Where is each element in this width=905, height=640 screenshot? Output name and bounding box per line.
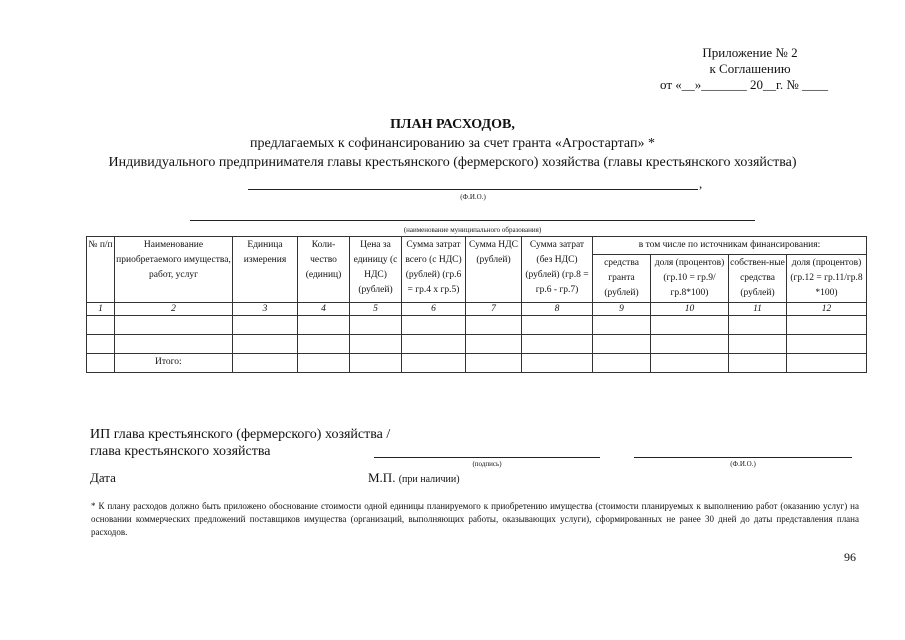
header-cell-funding-sources: в том числе по источникам финансирования:	[593, 237, 867, 255]
signature-fio-caption: (Ф.И.О.)	[730, 460, 756, 468]
column-number: 5	[350, 303, 402, 316]
expense-plan-table	[86, 236, 867, 373]
column-number: 3	[233, 303, 298, 316]
total-label: Итого:	[115, 354, 233, 373]
column-number: 10	[651, 303, 729, 316]
table-header-row	[87, 237, 867, 255]
stamp-note: (при наличии)	[398, 474, 460, 485]
signature-caption: (подпись)	[472, 460, 502, 468]
table-row	[87, 316, 867, 335]
appendix-line-3: от «__»_______ 20__г. № ____	[660, 77, 829, 92]
header-cell-name: Наименование приобретаемого имущества, работ, услуг	[115, 237, 233, 303]
fio-caption: (Ф.И.О.)	[460, 193, 486, 201]
header-cell-grant-funds: средства гранта (рублей)	[593, 255, 651, 303]
header-cell-grant-share: доля (процентов) (гр.10 = гр.9/гр.8*100)	[651, 255, 729, 303]
fio-comma: ,	[699, 176, 703, 191]
column-number: 11	[729, 303, 787, 316]
appendix-line-2: к Соглашению	[709, 61, 791, 76]
municipality-blank-line	[190, 220, 755, 221]
document-subtitle-entity: Индивидуального предпринимателя главы крестьянского (фермерского) хозяйства (главы крестьянского хозяйства)	[108, 155, 797, 170]
document-subtitle: предлагаемых к софинансированию за счет гранта «Агростартап» *	[250, 136, 655, 151]
signature-blank-line	[374, 457, 600, 458]
footnote: * К плану расходов должно быть приложено обоснование стоимости одной единицы планируемого к приобретению имущества (стоимости планируемых к выполнению работ (оказанию услуг) на основании коммерческих предложений поставщиков имущества (организаций, выполняющих работы, оказывающих услуги), сформированных не ранее 30 дней до даты представления плана расходов.	[91, 501, 859, 537]
column-number: 6	[402, 303, 466, 316]
column-number: 7	[466, 303, 522, 316]
stamp-label: М.П.	[368, 470, 396, 485]
column-number: 9	[593, 303, 651, 316]
signatory-line-2: глава крестьянского хозяйства	[90, 444, 271, 459]
column-number: 2	[115, 303, 233, 316]
table-total-row	[87, 354, 867, 373]
header-cell-own-share: доля (процентов) (гр.12 = гр.11/гр.8 *100)	[787, 255, 867, 303]
fio-blank-line	[248, 189, 698, 190]
appendix-line-1: Приложение № 2	[702, 45, 798, 60]
column-number: 12	[787, 303, 867, 316]
header-cell-own-funds: собствен-ные средства (рублей)	[729, 255, 787, 303]
stamp-block	[368, 470, 460, 486]
header-cell-number: № п/п	[87, 237, 115, 303]
header-cell-price: Цена за единицу (с НДС) (рублей)	[350, 237, 402, 303]
date-label: Дата	[90, 470, 116, 485]
header-cell-quantity: Коли-чество (единиц)	[298, 237, 350, 303]
document-title: ПЛАН РАСХОДОВ,	[390, 117, 515, 132]
appendix-header	[640, 45, 870, 93]
header-cell-unit: Единица измерения	[233, 237, 298, 303]
column-numbers-row	[87, 303, 867, 316]
column-number: 8	[522, 303, 593, 316]
header-cell-total-without-vat: Сумма затрат (без НДС) (рублей) (гр.8 = гр.6 - гр.7)	[522, 237, 593, 303]
header-cell-total-with-vat: Сумма затрат всего (с НДС) (рублей) (гр.6 = гр.4 х гр.5)	[402, 237, 466, 303]
column-number: 4	[298, 303, 350, 316]
signature-fio-blank-line	[634, 457, 852, 458]
signatory-line-1: ИП глава крестьянского (фермерского) хозяйства /	[90, 427, 391, 442]
table-row	[87, 335, 867, 354]
municipality-caption: (наименование муниципального образования)	[403, 226, 542, 234]
header-cell-vat: Сумма НДС (рублей)	[466, 237, 522, 303]
column-number: 1	[87, 303, 115, 316]
page-number: 96	[844, 550, 856, 564]
